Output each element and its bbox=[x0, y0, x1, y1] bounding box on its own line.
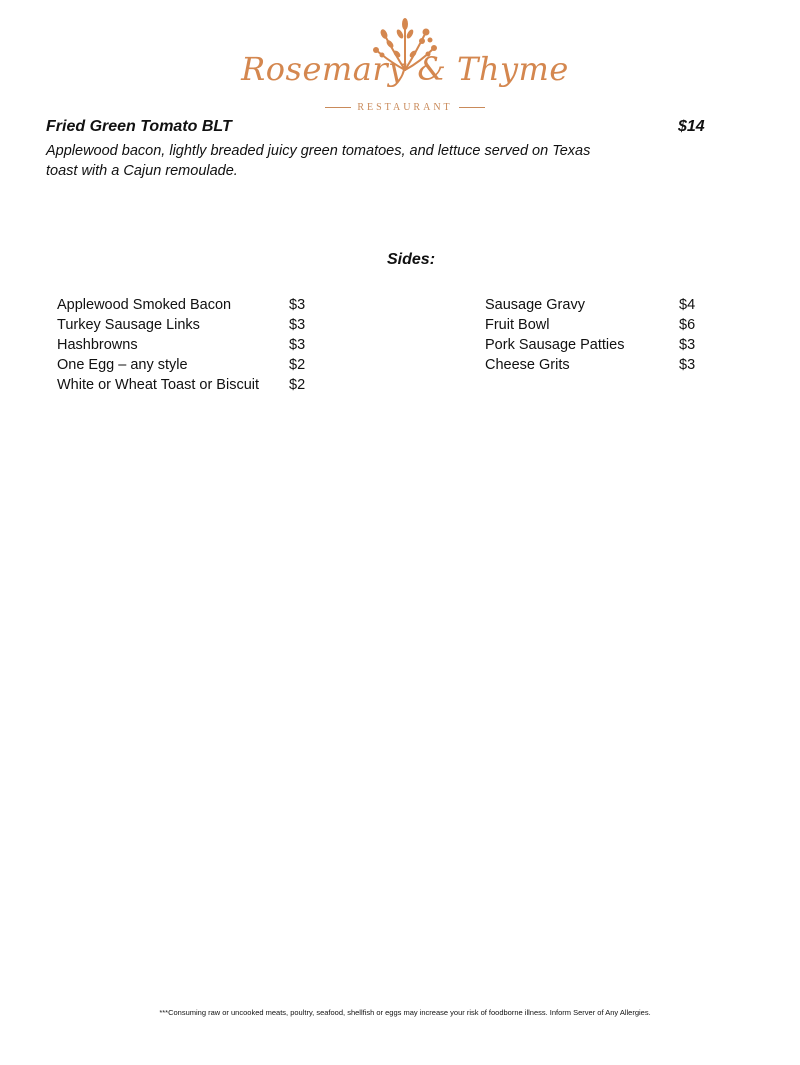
dish-price: $14 bbox=[678, 118, 705, 135]
logo-rule-right bbox=[459, 107, 485, 109]
side-item-price: $3 bbox=[679, 357, 696, 373]
logo-subtitle bbox=[240, 102, 570, 113]
side-item bbox=[57, 315, 306, 335]
side-item bbox=[57, 355, 306, 375]
side-item-price: $3 bbox=[289, 317, 306, 333]
side-item bbox=[57, 295, 306, 315]
side-item-name: Fruit Bowl bbox=[485, 317, 550, 333]
side-item bbox=[57, 375, 306, 395]
side-item-name: Pork Sausage Patties bbox=[485, 337, 625, 353]
side-item-name: Turkey Sausage Links bbox=[57, 317, 200, 333]
restaurant-logo bbox=[240, 14, 570, 118]
side-item-name: Cheese Grits bbox=[485, 357, 570, 373]
side-item bbox=[485, 335, 696, 355]
side-item bbox=[485, 355, 696, 375]
side-item-price: $3 bbox=[679, 337, 696, 353]
side-item-price: $2 bbox=[289, 357, 306, 373]
dish-description: Applewood bacon, lightly breaded juicy green tomatoes, and lettuce served on Texas toast with a Cajun remoulade. bbox=[46, 143, 591, 179]
sides-list-left bbox=[57, 295, 306, 395]
logo-subtitle-text: RESTAURANT bbox=[357, 102, 453, 113]
side-item-name: White or Wheat Toast or Biscuit bbox=[57, 377, 260, 393]
logo-wordmark: Rosemary & Thyme bbox=[241, 50, 569, 88]
side-item-name: Applewood Smoked Bacon bbox=[57, 297, 232, 313]
side-item bbox=[485, 295, 696, 315]
side-item-price: $6 bbox=[679, 317, 696, 333]
allergy-disclaimer: ***Consuming raw or uncooked meats, poultry, seafood, shellfish or eggs may increase your risk of foodborne illness. Inform Server of Any Allergies. bbox=[159, 1008, 651, 1017]
side-item-name: Hashbrowns bbox=[57, 337, 138, 353]
side-item-price: $4 bbox=[679, 297, 696, 313]
sides-list-right bbox=[485, 295, 696, 375]
side-item-price: $3 bbox=[289, 297, 306, 313]
side-item-price: $2 bbox=[289, 377, 306, 393]
logo-rule-left bbox=[325, 107, 351, 109]
side-item-name: One Egg – any style bbox=[57, 357, 188, 373]
side-item-price: $3 bbox=[289, 337, 306, 353]
side-item bbox=[57, 335, 306, 355]
side-item-name: Sausage Gravy bbox=[485, 297, 585, 313]
side-item bbox=[485, 315, 696, 335]
sides-heading: Sides: bbox=[387, 251, 436, 268]
dish-name: Fried Green Tomato BLT bbox=[46, 118, 232, 135]
